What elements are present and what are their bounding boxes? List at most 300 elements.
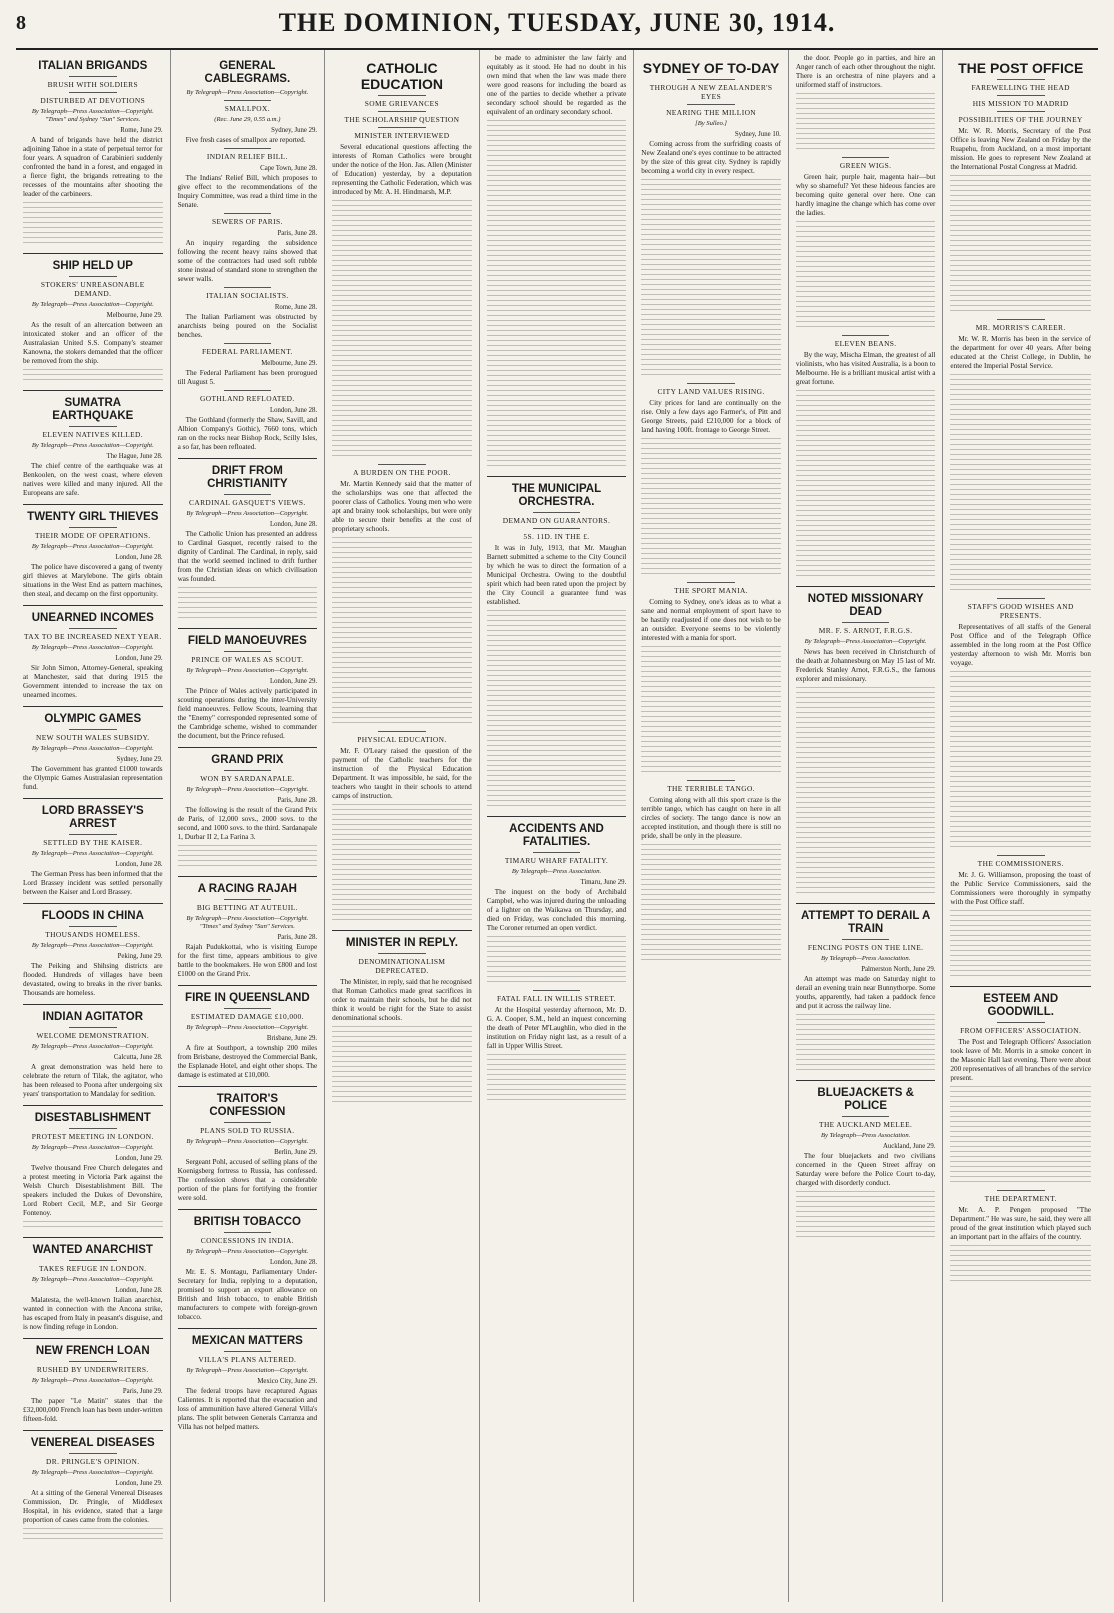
article-text-lines bbox=[950, 175, 1091, 315]
wire-credit: By Telegraph—Press Association—Copyright. bbox=[31, 1276, 154, 1283]
subhead-divider bbox=[842, 1116, 889, 1117]
dateline: Sydney, June 10. bbox=[734, 131, 781, 138]
article-text-lines bbox=[332, 537, 472, 727]
article-subhead: GREEN WIGS. bbox=[839, 161, 892, 170]
dateline: Paris, June 29. bbox=[122, 1388, 163, 1395]
wire-credit: By Telegraph—Press Association—Copyright. bbox=[186, 1248, 309, 1255]
article-body: Mr. W. R. Morris has been in the service of the department for over 40 years. After being educated at the Christ College, in Dublin, he entered the Imperial Postal Service. bbox=[950, 335, 1091, 370]
dateline: London, June 28. bbox=[115, 554, 163, 561]
masthead bbox=[16, 0, 1098, 50]
article-headline: ITALIAN BRIGANDS bbox=[38, 60, 148, 72]
article bbox=[178, 747, 318, 870]
article-subhead: CARDINAL GASQUET'S VIEWS. bbox=[189, 498, 306, 507]
article-subhead: TAKES REFUGE IN LONDON. bbox=[39, 1264, 147, 1273]
subhead-divider bbox=[69, 1027, 116, 1028]
dateline: London, June 28. bbox=[269, 1259, 318, 1266]
page-number: 8 bbox=[16, 12, 26, 34]
article-body: The chief centre of the earthquake was at Benkoolen, on the west coast, where eleven natives were killed and many injured. All the Europeans are safe. bbox=[23, 462, 163, 497]
article-headline: CATHOLIC EDUCATION bbox=[360, 60, 444, 92]
article-subhead: 5S. 11D. IN THE £. bbox=[523, 532, 590, 541]
subhead-divider bbox=[224, 343, 271, 344]
article-headline: THE MUNICIPAL ORCHESTRA. bbox=[511, 483, 602, 508]
column-1 bbox=[16, 50, 171, 1602]
subhead-divider bbox=[69, 1260, 116, 1261]
subhead-divider bbox=[224, 899, 271, 900]
article-headline: SUMATRA EARTHQUAKE bbox=[52, 397, 134, 422]
article-body: City prices for land are continually on the rise. Only a few days ago Farmer's, of Pitt and George Streets, paid £210,000 for a block of land having 100ft. frontage to George Street. bbox=[641, 399, 781, 434]
article bbox=[332, 464, 472, 727]
subhead-divider bbox=[378, 127, 425, 128]
article-body: Mr. W. R. Morris, Secretary of the Post Office is leaving New Zealand on Friday by the Ruapehu, from Auckland, on a most important mission. He goes to represent New Zealand at the International Postal Congress at Madrid. bbox=[950, 127, 1091, 171]
article-divider bbox=[950, 986, 1091, 987]
article-body: Green hair, purple hair, magenta hair—but why so shameful? Yet these hideous fancies are becoming quite general over here. One can hardly imagine the change which has come over the ladies. bbox=[795, 173, 936, 217]
article-body: The Prince of Wales actively participated in scouting operations during the inter-University field manoeuvres. Fellow Scouts, learning that the "Enemy" corresponded represented some of the Cambridge scheme, wished to commander the document, but the Prince refused. bbox=[177, 687, 318, 740]
dateline: London, June 29. bbox=[115, 1480, 163, 1487]
article bbox=[23, 706, 163, 792]
article-text-lines bbox=[950, 374, 1091, 594]
article-body: A great demonstration was held here to celebrate the return of Tilak, the agitator, who has been released to Poona after undergoing six years' transportation to Mandalay for sedition. bbox=[23, 1063, 163, 1098]
dateline: Melbourne, June 29. bbox=[261, 360, 318, 367]
dateline: Auckland, June 29. bbox=[882, 1143, 936, 1150]
article bbox=[332, 731, 472, 924]
article-subhead: FEDERAL PARLIAMENT. bbox=[202, 347, 293, 356]
article-text-lines bbox=[487, 120, 627, 470]
article-divider bbox=[178, 747, 318, 748]
article-subhead: HIS MISSION TO MADRID bbox=[972, 99, 1069, 108]
article-subhead: FATAL FALL IN WILLIS STREET. bbox=[497, 994, 616, 1003]
article-subhead: INDIAN RELIEF BILL. bbox=[206, 152, 288, 161]
subhead-divider bbox=[378, 95, 425, 96]
dateline: Brisbane, June 29. bbox=[266, 1035, 318, 1042]
subhead-divider bbox=[224, 287, 271, 288]
dateline: Peking, June 29. bbox=[117, 953, 163, 960]
subhead-divider bbox=[842, 939, 889, 940]
article-divider bbox=[23, 605, 163, 606]
article-subhead: DISTURBED AT DEVOTIONS bbox=[40, 96, 146, 105]
wire-credit: By Telegraph—Press Association—Copyright. bbox=[186, 786, 309, 793]
article-headline: FIELD MANOEUVRES bbox=[187, 635, 307, 647]
subhead-divider bbox=[997, 111, 1045, 112]
article-body: Rajah Pudukkottai, who is visiting Europe for the first time, appears ambitious to give battle to the bookmakers. He won £800 and lost £1000 on the Grand Prix. bbox=[177, 943, 318, 978]
article bbox=[641, 60, 781, 379]
article-text-lines bbox=[796, 390, 936, 580]
wire-credit: By Telegraph—Press Association—Copyright. "Times" and Sydney "Sun" Services. bbox=[186, 915, 309, 930]
article-divider bbox=[487, 476, 627, 477]
article-headline: SYDNEY OF TO-DAY bbox=[642, 60, 780, 76]
article bbox=[950, 598, 1091, 851]
subhead-divider bbox=[69, 76, 116, 77]
article bbox=[950, 60, 1091, 315]
dateline: Paris, June 28. bbox=[277, 934, 318, 941]
dateline: Paris, June 28. bbox=[277, 230, 318, 237]
article-headline: A RACING RAJAH bbox=[197, 883, 297, 895]
article-divider bbox=[23, 706, 163, 707]
article-body: Mr. J. G. Williamson, proposing the toast of the Public Service Commissioners, said the Commissioners were thoroughly in sympathy with the Post Office staff. bbox=[950, 871, 1091, 906]
wire-credit: By Telegraph—Press Association—Copyright. bbox=[31, 942, 154, 949]
article-body: The German Press has been informed that the Lord Brassey incident was settled personally between the Kaiser and Lord Brassey. bbox=[23, 870, 163, 896]
subhead-divider bbox=[69, 834, 116, 835]
article-body: Mr. Martin Kennedy said that the matter of the scholarships was one that affected the poorer class of Catholics. Young men who were apt and brainy took scholarships, but were only able to secure their benefits at the cost of proprietary schools. bbox=[332, 480, 472, 533]
article bbox=[178, 343, 318, 387]
article-body: Malatesta, the well-known Italian anarchist, wanted in connection with the Ancona strike, has escaped from Italy in peasant's disguise, and is now finding refuge in London. bbox=[23, 1296, 163, 1331]
article-subhead: WELCOME DEMONSTRATION. bbox=[36, 1031, 150, 1040]
article-body: The four bluejackets and two civilians concerned in the Queen Street affray on Saturday were before the Police Court to-day, charged with disorderly conduct. bbox=[795, 1152, 936, 1187]
subhead-divider bbox=[69, 1453, 116, 1454]
article bbox=[23, 60, 163, 247]
article bbox=[641, 780, 781, 964]
dateline: London, June 29. bbox=[269, 678, 318, 685]
article-body: The Government has granted £1000 towards the Olympic Games Australasian representation fund. bbox=[23, 765, 163, 791]
article bbox=[178, 985, 318, 1080]
subhead-divider bbox=[842, 157, 889, 158]
article-subhead: DEMAND ON GUARANTORS. bbox=[502, 516, 611, 525]
article-headline: MINISTER IN REPLY. bbox=[345, 937, 458, 949]
article-text-lines bbox=[332, 200, 472, 460]
subhead-divider bbox=[997, 1022, 1045, 1023]
article-subhead: BRUSH WITH SOLDIERS bbox=[47, 80, 138, 89]
article bbox=[178, 1086, 318, 1203]
subhead-divider bbox=[997, 598, 1045, 599]
article bbox=[178, 1209, 318, 1322]
wire-credit: By Telegraph—Press Association—Copyright. bbox=[186, 1138, 309, 1145]
article-divider bbox=[178, 1209, 318, 1210]
article bbox=[796, 54, 936, 153]
article-subhead: A BURDEN ON THE POOR. bbox=[353, 468, 451, 477]
article-text-lines bbox=[796, 1191, 936, 1241]
subhead-divider bbox=[69, 527, 116, 528]
subhead-divider bbox=[842, 622, 889, 623]
article-subhead: ELEVEN NATIVES KILLED. bbox=[42, 430, 144, 439]
article-text-lines bbox=[950, 1245, 1091, 1285]
article-headline: LORD BRASSEY'S ARREST bbox=[41, 805, 144, 830]
article-body: Coming along with all this sport craze is the terrible tango, which has caught on here in all circles of society. The tango dance is now an accepted institution, and though there is still no pride, shall be only in the pleasure. bbox=[641, 796, 781, 840]
article-body: As the result of an altercation between an intoxicated stoker and an officer of the Australasian United S.S. Company's steamer Kanowna, the stokers demanded that the officer be removed from the ship. bbox=[23, 321, 163, 365]
article-divider bbox=[23, 1237, 163, 1238]
subhead-divider bbox=[224, 390, 271, 391]
article-subhead: THE DEPARTMENT. bbox=[984, 1194, 1057, 1203]
article-headline: TRAITOR'S CONFESSION bbox=[209, 1093, 286, 1118]
article-divider bbox=[178, 458, 318, 459]
article-subhead: BIG BETTING AT AUTEUIL. bbox=[196, 903, 298, 912]
article bbox=[23, 605, 163, 700]
dateline: Paris, June 28. bbox=[277, 797, 318, 804]
article-subhead: MINISTER INTERVIEWED bbox=[354, 131, 450, 140]
article-headline: FLOODS IN CHINA bbox=[41, 910, 144, 922]
article bbox=[23, 798, 163, 897]
article-body: be made to administer the law fairly and equitably as it stood. He had no doubt in his own mind that when the law was made there were good reasons for including the board as one of the parties to decide whether a private secondary school should be regarded as the equivalent of an ordinary secondary school. bbox=[486, 54, 627, 116]
article-subhead: VILLA'S PLANS ALTERED. bbox=[198, 1355, 297, 1364]
article-headline: INDIAN AGITATOR bbox=[42, 1011, 144, 1023]
article bbox=[641, 582, 781, 776]
subhead-divider bbox=[687, 383, 734, 384]
article-subhead: DR. PRINGLE'S OPINION. bbox=[46, 1457, 140, 1466]
article bbox=[178, 876, 318, 979]
article bbox=[178, 60, 318, 97]
dateline: London, June 29. bbox=[115, 655, 163, 662]
subhead-divider bbox=[69, 92, 116, 93]
subhead-divider bbox=[224, 1351, 271, 1352]
article-subhead: THE TERRIBLE TANGO. bbox=[667, 784, 755, 793]
article-text-lines bbox=[487, 936, 627, 986]
dateline: Sydney, June 29. bbox=[271, 127, 318, 134]
dateline: Berlin, June 29. bbox=[274, 1149, 318, 1156]
article-headline: THE POST OFFICE bbox=[958, 60, 1084, 76]
dateline: London, June 28. bbox=[269, 521, 318, 528]
article-headline: ACCIDENTS AND FATALITIES. bbox=[509, 823, 604, 848]
article-subhead: WON BY SARDANAPALE. bbox=[200, 774, 295, 783]
article-subhead: NEW SOUTH WALES SUBSIDY. bbox=[36, 733, 150, 742]
subhead-divider bbox=[997, 95, 1045, 96]
article-text-lines bbox=[23, 1528, 163, 1543]
article-divider bbox=[23, 1004, 163, 1005]
article-text-lines bbox=[641, 438, 781, 578]
subhead-divider bbox=[378, 464, 425, 465]
article-divider bbox=[178, 876, 318, 877]
article-subhead: SEWERS OF PARIS. bbox=[211, 217, 283, 226]
subhead-divider bbox=[378, 731, 425, 732]
column-2 bbox=[171, 50, 326, 1602]
article-body: At the Hospital yesterday afternoon, Mr. D. G. A. Cooper, S.M., held an inquest concerning the death of Peter M'Laughlin, who died in the institution on Friday night last, as a result of a fall in Upper Willis Street. bbox=[486, 1006, 627, 1050]
article-body: Representatives of all staffs of the General Post Office and of the Telegraph Office assembled in the long room at the Post Office yesterday afternoon to wish Mr. Morris bon voyage. bbox=[950, 623, 1091, 667]
article-divider bbox=[23, 903, 163, 904]
column-7 bbox=[943, 50, 1098, 1602]
article bbox=[950, 855, 1091, 980]
article-headline: VENEREAL DISEASES bbox=[30, 1437, 155, 1449]
subhead-divider bbox=[687, 79, 734, 80]
dateline: Cape Town, June 28. bbox=[260, 165, 318, 172]
article-body: Sir John Simon, Attorney-General, speaking at Manchester, said that during 1915 the Government intended to increase the tax on unearned incomes. bbox=[23, 664, 163, 699]
article-headline: OLYMPIC GAMES bbox=[44, 713, 142, 725]
article-headline: WANTED ANARCHIST bbox=[32, 1244, 153, 1256]
article-body: The Federal Parliament has been prorogued till August 5. bbox=[177, 369, 318, 386]
article-text-lines bbox=[178, 845, 318, 870]
article-headline: GENERAL CABLEGRAMS. bbox=[204, 60, 291, 85]
article-body: Twelve thousand Free Church delegates and a protest meeting in Victoria Park against the Welsh Church Disestablishment Bill. The speakers included the Dukes of Devonshire, Lord Robert Cecil, M.P., and Sir George Fontenoy. bbox=[23, 1164, 163, 1217]
article bbox=[23, 1430, 163, 1543]
article-subhead: THE AUCKLAND MELEE. bbox=[819, 1120, 913, 1129]
article-subhead: RUSHED BY UNDERWRITERS. bbox=[36, 1365, 149, 1374]
subhead-divider bbox=[533, 852, 580, 853]
article-subhead: FENCING POSTS ON THE LINE. bbox=[807, 943, 924, 952]
article bbox=[178, 628, 318, 741]
article-text-lines bbox=[796, 93, 936, 153]
dateline: Rome, June 29. bbox=[120, 127, 163, 134]
subhead-divider bbox=[687, 780, 734, 781]
article bbox=[178, 287, 318, 340]
subhead-divider bbox=[842, 335, 889, 336]
article-subhead: THROUGH A NEW ZEALANDER'S EYES bbox=[649, 83, 773, 101]
article bbox=[23, 1004, 163, 1099]
article-divider bbox=[23, 253, 163, 254]
article-subhead: ITALIAN SOCIALISTS. bbox=[206, 291, 289, 300]
article-subhead: FROM OFFICERS' ASSOCIATION. bbox=[960, 1026, 1082, 1035]
subhead-divider bbox=[378, 111, 425, 112]
article bbox=[796, 586, 936, 897]
article-headline: DISESTABLISHMENT bbox=[34, 1112, 151, 1124]
subhead-divider bbox=[533, 528, 580, 529]
article-subhead: PRINCE OF WALES AS SCOUT. bbox=[191, 655, 304, 664]
wire-credit: By Telegraph—Press Association—Copyright. bbox=[31, 1144, 154, 1151]
wire-credit: By Telegraph—Press Association—Copyright. bbox=[31, 745, 154, 752]
article bbox=[178, 213, 318, 284]
article-divider bbox=[178, 985, 318, 986]
article-divider bbox=[178, 1328, 318, 1329]
subhead-divider bbox=[224, 148, 271, 149]
article-headline: NOTED MISSIONARY DEAD bbox=[807, 593, 924, 618]
article-subhead: ESTIMATED DAMAGE £10,000. bbox=[190, 1012, 304, 1021]
subhead-divider bbox=[224, 770, 271, 771]
subhead-divider bbox=[69, 926, 116, 927]
subhead-divider bbox=[69, 1361, 116, 1362]
column-3 bbox=[325, 50, 480, 1602]
article-divider bbox=[23, 390, 163, 391]
article-body: Coming across from the surfriding coasts of New Zealand one's eyes continue to be attracted by the size of this great city. Sydney is rapidly becoming a world city in every respect. bbox=[641, 140, 781, 175]
article-body: The paper "Le Matin" states that the £32,000,000 French loan has been under-written fifteen-fold. bbox=[23, 1397, 163, 1423]
article-body: The Indians' Relief Bill, which proposes to give effect to the recommendations of the Inquiry Committee, was read a third time in the Senate. bbox=[177, 174, 318, 209]
article bbox=[487, 990, 627, 1104]
article-subhead: NEARING THE MILLION bbox=[666, 108, 757, 117]
subhead-divider bbox=[997, 1190, 1045, 1191]
column-6 bbox=[789, 50, 944, 1602]
article bbox=[796, 903, 936, 1074]
article bbox=[487, 476, 627, 810]
article-body: The following is the result of the Grand Prix de Paris, of 12,000 sovs., 2000 sovs. to the second, and 1000 sovs. to the third. Sardanapale 1, Durbar II 2, La Farina 3. bbox=[177, 806, 318, 841]
article-headline: DRIFT FROM CHRISTIANITY bbox=[207, 465, 288, 490]
subhead-divider bbox=[69, 276, 116, 277]
article-text-lines bbox=[641, 179, 781, 379]
article-subhead: THE SPORT MANIA. bbox=[674, 586, 748, 595]
subhead-divider bbox=[224, 651, 271, 652]
article-divider bbox=[178, 1086, 318, 1087]
article-subhead: THE SCHOLARSHIP QUESTION bbox=[344, 115, 460, 124]
article-body: News has been received in Christchurch of the death at Johannesburg on May 15 last of Mr. Frederick Stanley Arnot, F.R.G.S., the famous explorer and missionary. bbox=[795, 648, 936, 683]
article-text-lines bbox=[950, 671, 1091, 851]
article-body: The Minister, in reply, said that he recognised that Roman Catholics made great sacrifices in order to maintain their schools, but he did not think it would be right for the State to assist denominational schools. bbox=[332, 978, 472, 1022]
article bbox=[23, 253, 163, 384]
wire-credit: By Telegraph—Press Association—Copyright. bbox=[31, 543, 154, 550]
subhead-divider bbox=[69, 729, 116, 730]
subhead-divider bbox=[687, 104, 734, 105]
article-divider bbox=[23, 504, 163, 505]
dateline: The Hague, June 28. bbox=[106, 453, 163, 460]
article-subhead: MR. F. S. ARNOT, F.R.G.S. bbox=[818, 626, 913, 635]
wire-credit: By Telegraph—Press Association—Copyright. bbox=[31, 850, 154, 857]
article-headline: BLUEJACKETS & POLICE bbox=[817, 1087, 914, 1112]
article-body: The police have discovered a gang of twenty girl thieves at Marylebone. The girls obtain situations in the West End as pattern machines, then steal, and decamp on the first opportunity. bbox=[23, 563, 163, 598]
subhead-divider bbox=[224, 213, 271, 214]
wire-credit: (Rec. June 29, 0.55 a.m.) bbox=[214, 116, 281, 123]
wire-credit: By Telegraph—Press Association. bbox=[820, 955, 911, 962]
article-text-lines bbox=[23, 1221, 163, 1231]
wire-credit: By Telegraph—Press Association—Copyright. bbox=[186, 667, 309, 674]
dateline: London, June 28. bbox=[269, 407, 318, 414]
subhead-divider bbox=[224, 494, 271, 495]
article bbox=[950, 986, 1091, 1186]
article-subhead: THEIR MODE OF OPERATIONS. bbox=[35, 531, 151, 540]
article-subhead: SMALLPOX. bbox=[224, 104, 270, 113]
article-text-lines bbox=[332, 804, 472, 924]
article-subhead: STOKERS' UNREASONABLE DEMAND. bbox=[40, 280, 145, 298]
article-headline: TWENTY GIRL THIEVES bbox=[27, 511, 159, 523]
article-text-lines bbox=[641, 646, 781, 776]
article bbox=[178, 100, 318, 145]
article bbox=[332, 60, 472, 460]
article bbox=[641, 383, 781, 578]
article-divider bbox=[23, 1338, 163, 1339]
article-headline: FIRE IN QUEENSLAND bbox=[185, 992, 310, 1004]
wire-credit: By Telegraph—Press Association—Copyright. bbox=[186, 1367, 309, 1374]
subhead-divider bbox=[533, 512, 580, 513]
article-body: The Italian Parliament was obstructed by anarchists being poured on the Socialist benches. bbox=[177, 313, 318, 339]
subhead-divider bbox=[997, 855, 1045, 856]
dateline: London, June 28. bbox=[115, 1287, 163, 1294]
article-headline: ESTEEM AND GOODWILL. bbox=[983, 993, 1059, 1018]
wire-credit: By Telegraph—Press Association—Copyright. bbox=[186, 1024, 309, 1031]
article-subhead: PHYSICAL EDUCATION. bbox=[357, 735, 447, 744]
subhead-divider bbox=[997, 319, 1045, 320]
article bbox=[487, 816, 627, 986]
article-body: The Gothland (formerly the Shaw, Savill, and Albion Company's Gothic), 7660 tons, which ran on the rocks near Bishop Rock, Scilly Isles, a so far, has been refloated. bbox=[177, 416, 318, 451]
wire-credit: By Telegraph—Press Association—Copyright. bbox=[804, 638, 927, 645]
wire-credit: By Telegraph—Press Association—Copyright. bbox=[31, 1043, 154, 1050]
article-body: The inquest on the body of Archibald Campbel, who was injured during the unloading of a lighter on the Waikawa on Thursday, and died on Friday, was concluded this morning. The Coroner returned an open verdict. bbox=[486, 888, 627, 932]
article-subhead: THE COMMISSIONERS. bbox=[977, 859, 1064, 868]
subhead-divider bbox=[687, 582, 734, 583]
subhead-divider bbox=[224, 100, 271, 101]
dateline: Sydney, June 29. bbox=[116, 756, 163, 763]
article-subhead: MR. MORRIS'S CAREER. bbox=[975, 323, 1066, 332]
article-text-lines bbox=[23, 369, 163, 384]
article-headline: GRAND PRIX bbox=[211, 754, 284, 766]
article-text-lines bbox=[796, 1014, 936, 1074]
article-headline: MEXICAN MATTERS bbox=[191, 1335, 303, 1347]
dateline: Timaru, June 29. bbox=[580, 879, 627, 886]
article-headline: ATTEMPT TO DERAIL A TRAIN bbox=[800, 910, 931, 935]
article-subhead: CITY LAND VALUES RISING. bbox=[657, 387, 765, 396]
article-subhead: TIMARU WHARF FATALITY. bbox=[504, 856, 609, 865]
article-subhead: DENOMINATIONALISM DEPRECATED. bbox=[358, 957, 446, 975]
wire-credit: By Telegraph—Press Association—Copyright. "Times" and Sydney "Sun" Services. bbox=[31, 108, 154, 123]
article-body: A band of brigands have held the district adjoining Tahoe in a state of perpetual terror for four years. A squadron of Carabinieri suddenly confronted the band in a forest, and engaged in a fierce fight, the brigands retreating to the recesses of the mountains after shooting the leader of the carbineers. bbox=[23, 136, 163, 198]
article-divider bbox=[23, 1105, 163, 1106]
article-subhead: SOME GRIEVANCES bbox=[364, 99, 440, 108]
article-text-lines bbox=[487, 610, 627, 810]
wire-credit: By Telegraph—Press Association—Copyright. bbox=[186, 510, 309, 517]
wire-credit: By Telegraph—Press Association. bbox=[820, 1132, 911, 1139]
subhead-divider bbox=[533, 990, 580, 991]
article-body: The federal troops have recaptured Aguas Calientes. It is reported that the evacuation and loss of ammunition have altered General Villa's plans. The split between Generals Carranza and Villa has not helped matters. bbox=[177, 1387, 318, 1431]
article-subhead: SETTLED BY THE KAISER. bbox=[43, 838, 143, 847]
article-headline: NEW FRENCH LOAN bbox=[35, 1345, 150, 1357]
article bbox=[178, 1328, 318, 1432]
article-headline: UNEARNED INCOMES bbox=[31, 612, 154, 624]
article-headline: BRITISH TOBACCO bbox=[193, 1216, 301, 1228]
article-body: Mr. E. S. Montagu, Parliamentary Under-Secretary for India, replying to a deputation, promised to support an export allowance on British and Irish tobacco, to enable British manufacturers to compete with foreign-grown tobacco. bbox=[177, 1268, 318, 1321]
subhead-divider bbox=[997, 79, 1045, 80]
article bbox=[23, 1237, 163, 1332]
article bbox=[178, 390, 318, 452]
subhead-divider bbox=[69, 426, 116, 427]
article bbox=[23, 1105, 163, 1231]
wire-credit: By Telegraph—Press Association—Copyright. bbox=[31, 301, 154, 308]
article-body: Mr. A. P. Pengen proposed "The Department." He was sure, he said, they were all proud of the great institution which played such an important part in the affairs of the country. bbox=[950, 1206, 1091, 1241]
article-divider bbox=[332, 930, 472, 931]
wire-credit: By Telegraph—Press Association. bbox=[511, 868, 602, 875]
article-body: The Post and Telegraph Officers' Association took leave of Mr. Morris in a smoke concert in the Masonic Hall last evening. There were about 200 representatives of all branches of the service present. bbox=[950, 1038, 1091, 1082]
article bbox=[178, 148, 318, 210]
article-subhead: CONCESSIONS IN INDIA. bbox=[200, 1236, 294, 1245]
article-body: Five fresh cases of smallpox are reported. bbox=[185, 136, 306, 144]
